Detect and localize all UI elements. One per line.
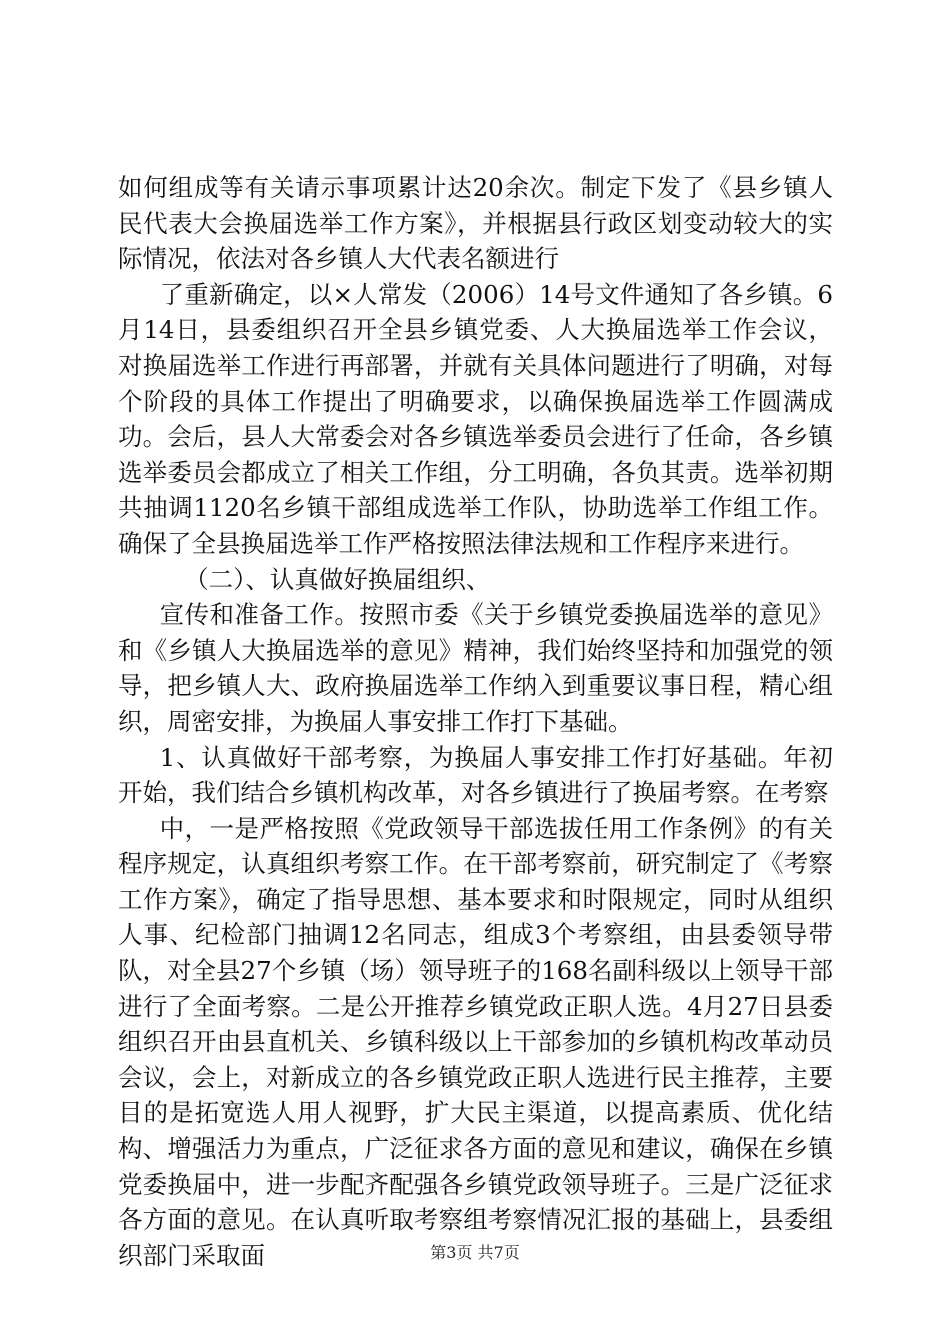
paragraph-3-section-heading: （二）、认真做好换届组织、	[184, 564, 491, 594]
paragraph-1: 如何组成等有关请示事项累计达20余次。制定下发了《县乡镇人民代表大会换届选举工作方案》，并根据县行政区划变动较大的实际情况，依法对各乡镇人大代表名额进行	[118, 173, 833, 274]
paragraph-5: 1、认真做好干部考察，为换届人事安排工作打好基础。年初开始，我们结合乡镇机构改革，对各乡镇进行了换届考察。在考察	[118, 742, 833, 808]
paragraph-4: 宣传和准备工作。按照市委《关于乡镇党委换届选举的意见》和《乡镇人大换届选举的意见》精神，我们始终坚持和加强党的领导，把乡镇人大、政府换届选举工作纳入到重要议事日程，精心组织，周密安排，为换届人事安排工作打下基础。	[118, 600, 833, 736]
paragraph-6: 中，一是严格按照《党政领导干部选拔任用工作条例》的有关程序规定，认真组织考察工作。在干部考察前，研究制定了《考察工作方案》，确定了指导思想、基本要求和时限规定，同时从组织人事、纪检部门抽调12名同志，组成3个考察组，由县委领导带队，对全县27个乡镇（场）领导班子的168名副科级以上领导干部进行了全面考察。二是公开推荐乡镇党政正职人选。4月27日县委组织召开由县直机关、乡镇科级以上干部参加的乡镇机构改革动员会议，会上，对新成立的各乡镇党政正职人选进行民主推荐，主要目的是拓宽选人用人视野，扩大民主渠道，以提高素质、优化结构、增强活力为重点，广泛征求各方面的意见和建议，确保在乡镇党委换届中，进一步配齐配强各乡镇党政领导班子。三是广泛征求各方面的意见。在认真听取考察组考察情况汇报的基础上，县委组织部门采取面	[118, 813, 833, 1270]
page-number-footer: 第3页 共7页	[430, 1243, 520, 1262]
paragraph-2: 了重新确定，以×人常发（2006）14号文件通知了各乡镇。6月14日，县委组织召开全县乡镇党委、人大换届选举工作会议，对换届选举工作进行再部署，并就有关具体问题进行了明确，对每个阶段的具体工作提出了明确要求，以确保换届选举工作圆满成功。会后，县人大常委会对各乡镇选举委员会进行了任命，各乡镇选举委员会都成立了相关工作组，分工明确，各负其责。选举初期共抽调1120名乡镇干部组成选举工作队，协助选举工作组工作。确保了全县换届选举工作严格按照法律法规和工作程序来进行。	[118, 279, 833, 558]
document-body	[118, 170, 833, 1273]
